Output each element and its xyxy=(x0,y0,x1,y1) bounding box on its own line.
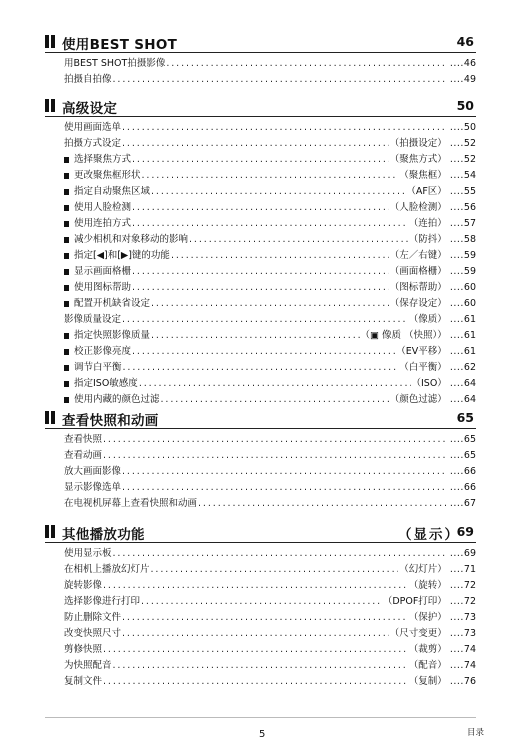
entry-page-number: .... 49 xyxy=(450,72,476,88)
entry-label: 使用连拍方式 xyxy=(74,218,132,229)
entry-page-number: .... 56 xyxy=(450,200,476,216)
footer-divider xyxy=(45,717,476,718)
dot-leader xyxy=(171,248,389,264)
entry-menu-tag: （拍摄设定） xyxy=(389,138,447,149)
entry-page-number: .... 61 xyxy=(450,312,476,328)
section-page-number: 65 xyxy=(456,410,474,425)
bullet-icon xyxy=(64,269,69,275)
toc-entry[interactable] xyxy=(45,200,476,216)
toc-entry[interactable] xyxy=(45,578,476,594)
entry-label: 使用显示板 xyxy=(64,548,112,559)
entry-page-number: .... 66 xyxy=(450,464,476,480)
entry-page-number: .... 72 xyxy=(450,594,476,610)
section-bar-icon xyxy=(45,411,56,424)
entry-page-number: .... 76 xyxy=(450,674,476,690)
entry-label: 查看快照 xyxy=(64,434,103,445)
dot-leader xyxy=(189,232,408,248)
entry-menu-tag: （连拍） xyxy=(408,218,447,229)
entry-menu-tag: （聚焦框） xyxy=(399,170,447,181)
entry-label: 显示画面格栅 xyxy=(74,266,132,277)
bullet-icon xyxy=(64,301,69,307)
entry-label: 拍摄方式设定 xyxy=(64,138,122,149)
entry-menu-tag: （EV平移） xyxy=(396,346,447,357)
entry-page-number: .... 65 xyxy=(450,448,476,464)
toc-entry[interactable] xyxy=(45,232,476,248)
section-title: 查看快照和动画 xyxy=(62,413,159,429)
entry-label: 拍摄自拍像 xyxy=(64,74,112,85)
bullet-icon xyxy=(64,349,69,355)
entry-label: 防止删除文件 xyxy=(64,612,122,623)
dot-leader xyxy=(122,136,389,152)
section-header xyxy=(45,96,476,117)
section-page-number: 46 xyxy=(456,34,474,49)
section-title: 其他播放功能 xyxy=(62,527,145,543)
entry-page-number: .... 57 xyxy=(450,216,476,232)
entry-label: 在电视机屏幕上查看快照和动画 xyxy=(64,498,198,509)
dot-leader xyxy=(122,626,389,642)
dot-leader xyxy=(141,594,382,610)
footer-label: 目录 xyxy=(467,728,485,738)
section-subtitle: （显示） xyxy=(398,527,460,543)
dot-leader xyxy=(139,376,411,392)
entry-menu-tag: （ISO） xyxy=(411,378,447,389)
entry-page-number: .... 66 xyxy=(450,480,476,496)
dot-leader xyxy=(103,642,408,658)
entry-label: 更改聚焦框形状 xyxy=(74,170,141,181)
toc-entry[interactable] xyxy=(45,594,476,610)
entry-page-number: .... 69 xyxy=(450,546,476,562)
entry-label: 改变快照尺寸 xyxy=(64,628,122,639)
entry-page-number: .... 61 xyxy=(450,344,476,360)
dot-leader xyxy=(132,216,408,232)
dot-leader xyxy=(151,328,360,344)
toc-entry[interactable] xyxy=(45,280,476,296)
dot-leader xyxy=(142,168,399,184)
entry-label: 查看动画 xyxy=(64,450,103,461)
dot-leader xyxy=(132,200,389,216)
entry-page-number: .... 62 xyxy=(450,360,476,376)
entry-list xyxy=(45,429,476,512)
toc-entry[interactable] xyxy=(45,658,476,674)
entry-label: 减少相机和对象移动的影响 xyxy=(74,234,189,245)
entry-menu-tag: （AF区） xyxy=(406,186,447,197)
section-bar-icon xyxy=(45,525,56,538)
bullet-icon xyxy=(64,173,69,179)
section-other-playback xyxy=(45,522,476,690)
section-view-snapshots-movies xyxy=(45,408,476,512)
toc-entry[interactable] xyxy=(45,344,476,360)
entry-menu-tag: （配音） xyxy=(408,660,447,671)
entry-page-number: .... 74 xyxy=(450,642,476,658)
bullet-icon xyxy=(64,237,69,243)
dot-leader xyxy=(132,264,389,280)
entry-label: 指定快照影像质量 xyxy=(74,330,151,341)
section-header xyxy=(45,522,476,543)
toc-entry[interactable] xyxy=(45,448,476,464)
toc-entry[interactable] xyxy=(45,610,476,626)
entry-page-number: .... 60 xyxy=(450,280,476,296)
toc-entry[interactable] xyxy=(45,168,476,184)
toc-entry[interactable] xyxy=(45,248,476,264)
section-header xyxy=(45,32,476,53)
entry-menu-tag: （画面格栅） xyxy=(389,266,447,277)
toc-entry[interactable] xyxy=(45,120,476,136)
entry-menu-tag: （防抖） xyxy=(408,234,447,245)
entry-list xyxy=(45,53,476,88)
entry-page-number: .... 52 xyxy=(450,152,476,168)
entry-page-number: .... 67 xyxy=(450,496,476,512)
entry-page-number: .... 61 xyxy=(450,328,476,344)
entry-label: 使用内藏的颜色过滤 xyxy=(74,394,160,405)
dot-leader xyxy=(123,360,399,376)
entry-page-number: .... 71 xyxy=(450,562,476,578)
toc-entry[interactable] xyxy=(45,642,476,658)
toc-entry[interactable] xyxy=(45,184,476,200)
entry-label: 影像质量设定 xyxy=(64,314,122,325)
dot-leader xyxy=(151,184,405,200)
entry-list xyxy=(45,543,476,690)
toc-entry[interactable] xyxy=(45,674,476,690)
toc-entry[interactable] xyxy=(45,296,476,312)
section-bar-icon xyxy=(45,99,56,112)
entry-menu-tag: （像质） xyxy=(408,314,447,325)
bullet-icon xyxy=(64,253,69,259)
entry-label: 在相机上播放幻灯片 xyxy=(64,564,150,575)
bullet-icon xyxy=(64,205,69,211)
toc-entry[interactable] xyxy=(45,626,476,642)
dot-leader xyxy=(103,674,408,690)
toc-entry[interactable] xyxy=(45,152,476,168)
entry-page-number: .... 50 xyxy=(450,120,476,136)
dot-leader xyxy=(113,546,446,562)
bullet-icon xyxy=(64,189,69,195)
entry-page-number: .... 74 xyxy=(450,658,476,674)
entry-menu-tag: （图标帮助） xyxy=(389,282,447,293)
toc-entry[interactable] xyxy=(45,360,476,376)
entry-label: 使用图标帮助 xyxy=(74,282,132,293)
entry-page-number: .... 54 xyxy=(450,168,476,184)
section-bar-icon xyxy=(45,35,56,48)
page-number: 5 xyxy=(259,729,266,740)
entry-menu-tag: （DPOF打印） xyxy=(382,596,447,607)
entry-page-number: .... 46 xyxy=(450,56,476,72)
entry-label: 指定[◀]和[▶]键的功能 xyxy=(74,250,170,261)
dot-leader xyxy=(166,56,445,72)
dot-leader xyxy=(122,312,408,328)
entry-menu-tag: （复制） xyxy=(408,676,447,687)
entry-label: 用BEST SHOT拍摄影像 xyxy=(64,58,166,69)
toc-entry[interactable] xyxy=(45,480,476,496)
entry-page-number: .... 64 xyxy=(450,376,476,392)
toc-entry[interactable] xyxy=(45,56,476,72)
bullet-icon xyxy=(64,397,69,403)
bullet-icon xyxy=(64,157,69,163)
toc-entry[interactable] xyxy=(45,136,476,152)
dot-leader xyxy=(132,152,389,168)
entry-page-number: .... 55 xyxy=(450,184,476,200)
entry-menu-tag: （白平衡） xyxy=(399,362,447,373)
toc-entry[interactable] xyxy=(45,432,476,448)
entry-menu-tag: （尺寸变更） xyxy=(389,628,447,639)
dot-leader xyxy=(198,496,446,512)
bullet-icon xyxy=(64,333,69,339)
entry-page-number: .... 52 xyxy=(450,136,476,152)
dot-leader xyxy=(122,480,446,496)
dot-leader xyxy=(151,296,389,312)
entry-page-number: .... 59 xyxy=(450,264,476,280)
entry-menu-tag: （左／右键） xyxy=(389,250,447,261)
section-header xyxy=(45,408,476,429)
toc-entry[interactable] xyxy=(45,216,476,232)
section-page-number: 50 xyxy=(456,98,474,113)
entry-label: 配置开机缺省设定 xyxy=(74,298,151,309)
entry-menu-tag: （裁剪） xyxy=(408,644,447,655)
toc-entry[interactable] xyxy=(45,264,476,280)
section-title: 高级设定 xyxy=(62,101,118,117)
entry-label: 放大画面影像 xyxy=(64,466,122,477)
section-title: 使用BEST SHOT xyxy=(62,37,178,53)
toc-entry[interactable] xyxy=(45,328,476,344)
section-best-shot xyxy=(45,32,476,88)
entry-page-number: .... 58 xyxy=(450,232,476,248)
toc-entry[interactable] xyxy=(45,72,476,88)
dot-leader xyxy=(132,344,395,360)
toc-entry[interactable] xyxy=(45,496,476,512)
entry-label: 剪修快照 xyxy=(64,644,103,655)
dot-leader xyxy=(122,610,408,626)
entry-label: 为快照配音 xyxy=(64,660,112,671)
entry-menu-tag: （人脸检测） xyxy=(389,202,447,213)
entry-menu-tag: （保护） xyxy=(408,612,447,623)
entry-label: 复制文件 xyxy=(64,676,103,687)
entry-label: 选择聚焦方式 xyxy=(74,154,132,165)
bullet-icon xyxy=(64,381,69,387)
section-advanced-settings xyxy=(45,96,476,408)
entry-menu-tag: （▣ 像质 （快照）） xyxy=(360,330,447,341)
entry-menu-tag: （保存设定） xyxy=(389,298,447,309)
dot-leader xyxy=(132,280,389,296)
bullet-icon xyxy=(64,221,69,227)
toc-entry[interactable] xyxy=(45,464,476,480)
entry-page-number: .... 73 xyxy=(450,610,476,626)
entry-menu-tag: （幻灯片） xyxy=(399,564,447,575)
section-page-number: 69 xyxy=(456,524,474,539)
dot-leader xyxy=(103,432,446,448)
entry-page-number: .... 64 xyxy=(450,392,476,408)
entry-label: 旋转影像 xyxy=(64,580,103,591)
entry-page-number: .... 65 xyxy=(450,432,476,448)
bullet-icon xyxy=(64,285,69,291)
entry-page-number: .... 73 xyxy=(450,626,476,642)
entry-list xyxy=(45,117,476,408)
dot-leader xyxy=(122,120,446,136)
entry-label: 调节白平衡 xyxy=(74,362,122,373)
entry-page-number: .... 59 xyxy=(450,248,476,264)
dot-leader xyxy=(103,578,408,594)
toc-entry[interactable] xyxy=(45,562,476,578)
toc-entry[interactable] xyxy=(45,546,476,562)
dot-leader xyxy=(113,658,408,674)
entry-page-number: .... 60 xyxy=(450,296,476,312)
entry-label: 使用人脸检测 xyxy=(74,202,132,213)
dot-leader xyxy=(161,392,389,408)
toc-entry[interactable] xyxy=(45,376,476,392)
toc-entry[interactable] xyxy=(45,392,476,408)
dot-leader xyxy=(103,448,446,464)
entry-label: 显示影像选单 xyxy=(64,482,122,493)
toc-entry[interactable] xyxy=(45,312,476,328)
dot-leader xyxy=(113,72,446,88)
bullet-icon xyxy=(64,365,69,371)
dot-leader xyxy=(151,562,399,578)
entry-label: 指定自动聚焦区域 xyxy=(74,186,151,197)
entry-menu-tag: （旋转） xyxy=(408,580,447,591)
entry-label: 校正影像亮度 xyxy=(74,346,132,357)
dot-leader xyxy=(122,464,446,480)
entry-label: 使用画面选单 xyxy=(64,122,122,133)
entry-menu-tag: （颜色过滤） xyxy=(389,394,447,405)
entry-label: 选择影像进行打印 xyxy=(64,596,141,607)
entry-menu-tag: （聚焦方式） xyxy=(389,154,447,165)
entry-page-number: .... 72 xyxy=(450,578,476,594)
entry-label: 指定ISO敏感度 xyxy=(74,378,138,389)
